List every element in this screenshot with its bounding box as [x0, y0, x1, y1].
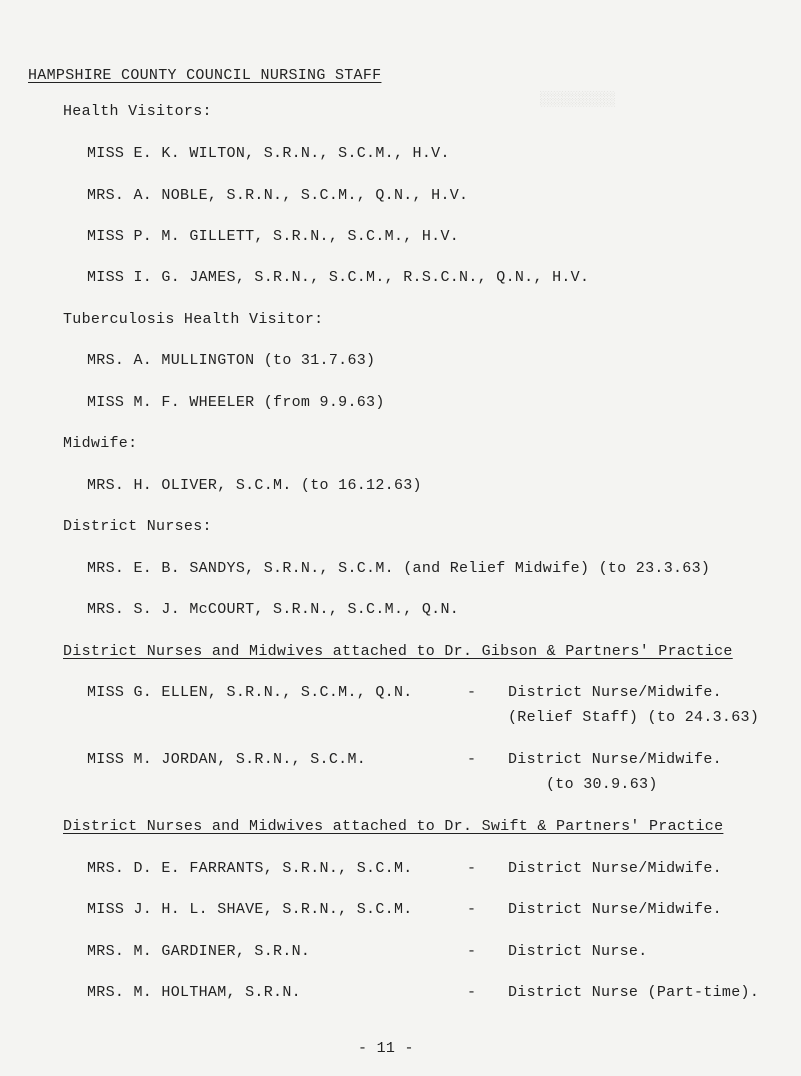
list-item: MRS. S. J. McCOURT, S.R.N., S.C.M., Q.N. [87, 601, 460, 618]
section-heading-district-nurses: District Nurses: [63, 518, 212, 535]
dash: - [467, 901, 477, 918]
list-item: MRS. A. NOBLE, S.R.N., S.C.M., Q.N., H.V. [87, 187, 469, 204]
staff-name: MISS J. H. L. SHAVE, S.R.N., S.C.M. [87, 901, 413, 918]
dash: - [467, 684, 477, 701]
list-item: MRS. E. B. SANDYS, S.R.N., S.C.M. (and Relief Midwife) (to 23.3.63) [87, 560, 711, 577]
section-heading-gibson-practice: District Nurses and Midwives attached to Dr. Gibson & Partners' Practice [63, 643, 733, 660]
staff-role: District Nurse/Midwife. [508, 901, 722, 918]
list-item: MISS P. M. GILLETT, S.R.N., S.C.M., H.V. [87, 228, 460, 245]
show-through-text: ░░░░░░░░░ [540, 92, 616, 108]
list-item: MISS E. K. WILTON, S.R.N., S.C.M., H.V. [87, 145, 450, 162]
staff-note: (Relief Staff) (to 24.3.63) [508, 709, 760, 726]
dash: - [467, 751, 477, 768]
staff-role: District Nurse. [508, 943, 648, 960]
staff-role: District Nurse/Midwife. [508, 751, 722, 768]
dash: - [467, 984, 477, 1001]
section-heading-tb-visitor: Tuberculosis Health Visitor: [63, 311, 324, 328]
staff-role: District Nurse/Midwife. [508, 860, 722, 877]
list-item: MISS M. F. WHEELER (from 9.9.63) [87, 394, 385, 411]
section-heading-health-visitors: Health Visitors: [63, 103, 212, 120]
staff-name: MISS G. ELLEN, S.R.N., S.C.M., Q.N. [87, 684, 413, 701]
staff-role: District Nurse/Midwife. [508, 684, 722, 701]
dash: - [467, 860, 477, 877]
staff-name: MRS. M. HOLTHAM, S.R.N. [87, 984, 301, 1001]
section-heading-swift-practice: District Nurses and Midwives attached to Dr. Swift & Partners' Practice [63, 818, 724, 835]
staff-name: MISS M. JORDAN, S.R.N., S.C.M. [87, 751, 367, 768]
page-number: - 11 - [358, 1040, 414, 1057]
staff-name: MRS. M. GARDINER, S.R.N. [87, 943, 311, 960]
staff-note: (to 30.9.63) [546, 776, 658, 793]
list-item: MISS I. G. JAMES, S.R.N., S.C.M., R.S.C.N., Q.N., H.V. [87, 269, 590, 286]
dash: - [467, 943, 477, 960]
staff-role: District Nurse (Part-time). [508, 984, 760, 1001]
list-item: MRS. A. MULLINGTON (to 31.7.63) [87, 352, 376, 369]
page-header: HAMPSHIRE COUNTY COUNCIL NURSING STAFF [28, 67, 382, 84]
section-heading-midwife: Midwife: [63, 435, 138, 452]
staff-name: MRS. D. E. FARRANTS, S.R.N., S.C.M. [87, 860, 413, 877]
list-item: MRS. H. OLIVER, S.C.M. (to 16.12.63) [87, 477, 422, 494]
